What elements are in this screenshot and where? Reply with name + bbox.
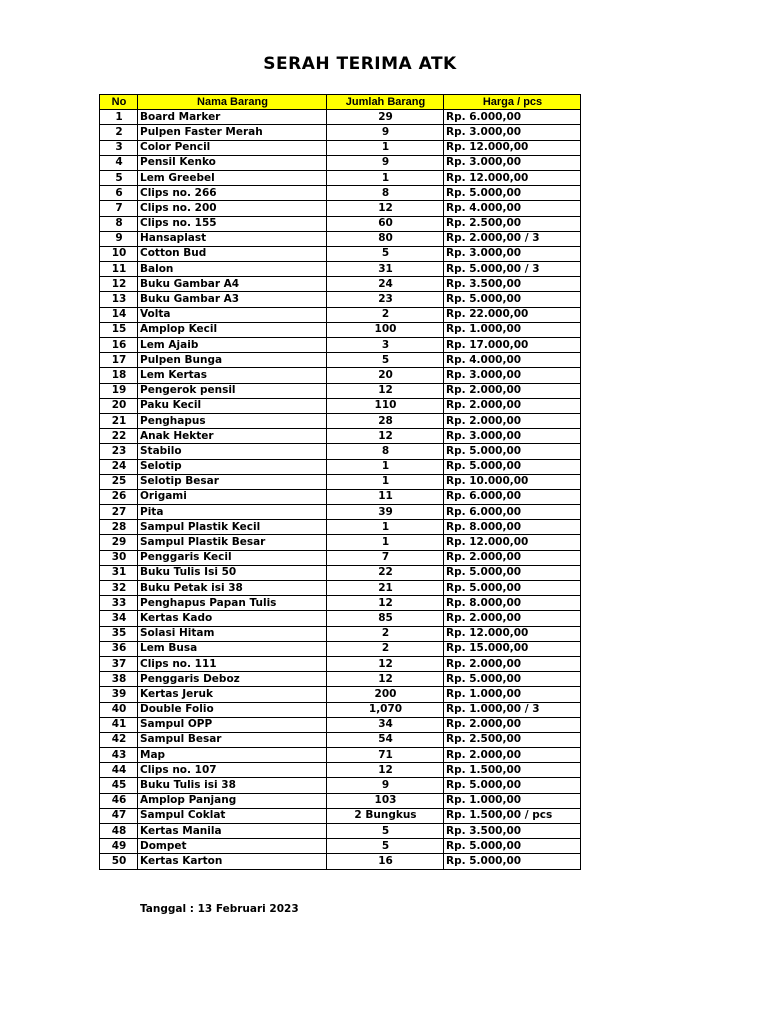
cell-price: Rp. 1.000,00 xyxy=(444,793,581,808)
table-row xyxy=(100,444,581,459)
cell-qty: 5 xyxy=(327,839,444,854)
table-row xyxy=(100,125,581,140)
table-row xyxy=(100,748,581,763)
table-row xyxy=(100,383,581,398)
table-row xyxy=(100,656,581,671)
cell-no: 9 xyxy=(100,231,138,246)
cell-name: Clips no. 266 xyxy=(138,186,327,201)
cell-price: Rp. 1.000,00 / 3 xyxy=(444,702,581,717)
cell-name: Pulpen Faster Merah xyxy=(138,125,327,140)
table-row xyxy=(100,474,581,489)
cell-price: Rp. 3.500,00 xyxy=(444,824,581,839)
header-name: Nama Barang xyxy=(138,95,327,110)
cell-name: Pulpen Bunga xyxy=(138,353,327,368)
table-row xyxy=(100,702,581,717)
cell-name: Anak Hekter xyxy=(138,429,327,444)
cell-qty: 24 xyxy=(327,277,444,292)
cell-qty: 31 xyxy=(327,262,444,277)
cell-price: Rp. 2.500,00 xyxy=(444,216,581,231)
cell-qty: 16 xyxy=(327,854,444,869)
cell-no: 24 xyxy=(100,459,138,474)
cell-name: Kertas Jeruk xyxy=(138,687,327,702)
cell-name: Lem Greebel xyxy=(138,170,327,185)
cell-qty: 9 xyxy=(327,125,444,140)
cell-qty: 85 xyxy=(327,611,444,626)
cell-name: Clips no. 155 xyxy=(138,216,327,231)
cell-price: Rp. 5.000,00 xyxy=(444,672,581,687)
cell-qty: 2 xyxy=(327,307,444,322)
cell-qty: 5 xyxy=(327,246,444,261)
table-row xyxy=(100,307,581,322)
cell-no: 14 xyxy=(100,307,138,322)
cell-name: Lem Busa xyxy=(138,641,327,656)
cell-qty: 5 xyxy=(327,824,444,839)
cell-price: Rp. 6.000,00 xyxy=(444,489,581,504)
table-row xyxy=(100,110,581,125)
cell-name: Pita xyxy=(138,505,327,520)
table-row xyxy=(100,216,581,231)
cell-no: 34 xyxy=(100,611,138,626)
table-row xyxy=(100,186,581,201)
cell-price: Rp. 2.000,00 xyxy=(444,383,581,398)
table-row xyxy=(100,808,581,823)
document-title: SERAH TERIMA ATK xyxy=(263,54,457,74)
table-row xyxy=(100,398,581,413)
cell-qty: 1 xyxy=(327,459,444,474)
table-row xyxy=(100,489,581,504)
cell-price: Rp. 3.000,00 xyxy=(444,246,581,261)
cell-name: Buku Tulis Isi 50 xyxy=(138,565,327,580)
cell-qty: 12 xyxy=(327,201,444,216)
table-row xyxy=(100,353,581,368)
cell-no: 29 xyxy=(100,535,138,550)
table-row xyxy=(100,338,581,353)
cell-no: 20 xyxy=(100,398,138,413)
cell-no: 13 xyxy=(100,292,138,307)
table-row xyxy=(100,839,581,854)
cell-price: Rp. 2.000,00 xyxy=(444,611,581,626)
cell-no: 30 xyxy=(100,550,138,565)
table-header-row xyxy=(100,95,581,110)
cell-price: Rp. 1.000,00 xyxy=(444,687,581,702)
table-row xyxy=(100,368,581,383)
table-row xyxy=(100,170,581,185)
cell-price: Rp. 2.000,00 xyxy=(444,656,581,671)
cell-name: Pensil Kenko xyxy=(138,155,327,170)
table-row xyxy=(100,672,581,687)
cell-qty: 1 xyxy=(327,535,444,550)
cell-no: 48 xyxy=(100,824,138,839)
cell-no: 10 xyxy=(100,246,138,261)
cell-name: Penghapus Papan Tulis xyxy=(138,596,327,611)
cell-qty: 12 xyxy=(327,763,444,778)
cell-price: Rp. 2.500,00 xyxy=(444,732,581,747)
cell-price: Rp. 2.000,00 xyxy=(444,550,581,565)
table-row xyxy=(100,793,581,808)
cell-no: 1 xyxy=(100,110,138,125)
cell-name: Sampul Coklat xyxy=(138,808,327,823)
cell-qty: 80 xyxy=(327,231,444,246)
cell-no: 47 xyxy=(100,808,138,823)
cell-no: 18 xyxy=(100,368,138,383)
cell-qty: 12 xyxy=(327,383,444,398)
cell-qty: 71 xyxy=(327,748,444,763)
cell-qty: 1,070 xyxy=(327,702,444,717)
cell-no: 44 xyxy=(100,763,138,778)
cell-name: Selotip Besar xyxy=(138,474,327,489)
cell-name: Buku Gambar A3 xyxy=(138,292,327,307)
cell-name: Kertas Karton xyxy=(138,854,327,869)
cell-name: Pengerok pensil xyxy=(138,383,327,398)
cell-no: 36 xyxy=(100,641,138,656)
cell-qty: 20 xyxy=(327,368,444,383)
table-row xyxy=(100,565,581,580)
table-row xyxy=(100,429,581,444)
cell-no: 7 xyxy=(100,201,138,216)
cell-qty: 9 xyxy=(327,155,444,170)
cell-qty: 28 xyxy=(327,413,444,428)
cell-price: Rp. 6.000,00 xyxy=(444,110,581,125)
cell-qty: 200 xyxy=(327,687,444,702)
cell-price: Rp. 12.000,00 xyxy=(444,626,581,641)
table-row xyxy=(100,763,581,778)
table-row xyxy=(100,140,581,155)
cell-no: 41 xyxy=(100,717,138,732)
header-price: Harga / pcs xyxy=(444,95,581,110)
cell-price: Rp. 8.000,00 xyxy=(444,520,581,535)
cell-price: Rp. 5.000,00 xyxy=(444,565,581,580)
cell-qty: 8 xyxy=(327,186,444,201)
cell-no: 4 xyxy=(100,155,138,170)
table-row xyxy=(100,581,581,596)
cell-price: Rp. 15.000,00 xyxy=(444,641,581,656)
cell-no: 39 xyxy=(100,687,138,702)
cell-price: Rp. 5.000,00 xyxy=(444,444,581,459)
table-row xyxy=(100,641,581,656)
table-row xyxy=(100,277,581,292)
cell-no: 27 xyxy=(100,505,138,520)
table-row xyxy=(100,413,581,428)
cell-no: 6 xyxy=(100,186,138,201)
cell-name: Amplop Panjang xyxy=(138,793,327,808)
cell-name: Lem Ajaib xyxy=(138,338,327,353)
cell-no: 3 xyxy=(100,140,138,155)
table-row xyxy=(100,246,581,261)
cell-no: 2 xyxy=(100,125,138,140)
table-row xyxy=(100,231,581,246)
cell-price: Rp. 1.000,00 xyxy=(444,322,581,337)
cell-qty: 22 xyxy=(327,565,444,580)
cell-price: Rp. 3.000,00 xyxy=(444,429,581,444)
cell-qty: 39 xyxy=(327,505,444,520)
cell-name: Sampul OPP xyxy=(138,717,327,732)
cell-qty: 12 xyxy=(327,672,444,687)
cell-qty: 12 xyxy=(327,656,444,671)
cell-no: 31 xyxy=(100,565,138,580)
cell-qty: 103 xyxy=(327,793,444,808)
cell-no: 25 xyxy=(100,474,138,489)
cell-name: Map xyxy=(138,748,327,763)
cell-qty: 8 xyxy=(327,444,444,459)
cell-name: Penghapus xyxy=(138,413,327,428)
cell-qty: 3 xyxy=(327,338,444,353)
cell-price: Rp. 3.500,00 xyxy=(444,277,581,292)
cell-no: 28 xyxy=(100,520,138,535)
cell-no: 23 xyxy=(100,444,138,459)
cell-qty: 1 xyxy=(327,520,444,535)
cell-no: 5 xyxy=(100,170,138,185)
header-qty: Jumlah Barang xyxy=(327,95,444,110)
cell-price: Rp. 2.000,00 / 3 xyxy=(444,231,581,246)
table-row xyxy=(100,322,581,337)
table-row xyxy=(100,550,581,565)
cell-qty: 23 xyxy=(327,292,444,307)
cell-price: Rp. 6.000,00 xyxy=(444,505,581,520)
cell-price: Rp. 3.000,00 xyxy=(444,125,581,140)
cell-price: Rp. 5.000,00 xyxy=(444,854,581,869)
cell-price: Rp. 3.000,00 xyxy=(444,368,581,383)
table-row xyxy=(100,292,581,307)
cell-name: Selotip xyxy=(138,459,327,474)
cell-no: 21 xyxy=(100,413,138,428)
cell-name: Lem Kertas xyxy=(138,368,327,383)
table-row xyxy=(100,155,581,170)
cell-name: Clips no. 200 xyxy=(138,201,327,216)
cell-price: Rp. 5.000,00 xyxy=(444,186,581,201)
cell-price: Rp. 5.000,00 xyxy=(444,292,581,307)
cell-price: Rp. 2.000,00 xyxy=(444,717,581,732)
cell-no: 45 xyxy=(100,778,138,793)
cell-name: Sampul Besar xyxy=(138,732,327,747)
cell-name: Amplop Kecil xyxy=(138,322,327,337)
cell-price: Rp. 12.000,00 xyxy=(444,535,581,550)
cell-qty: 1 xyxy=(327,474,444,489)
table-row xyxy=(100,596,581,611)
cell-name: Board Marker xyxy=(138,110,327,125)
cell-name: Stabilo xyxy=(138,444,327,459)
atk-table xyxy=(99,94,581,870)
cell-name: Kertas Manila xyxy=(138,824,327,839)
cell-price: Rp. 12.000,00 xyxy=(444,170,581,185)
cell-no: 33 xyxy=(100,596,138,611)
cell-qty: 60 xyxy=(327,216,444,231)
cell-name: Kertas Kado xyxy=(138,611,327,626)
cell-price: Rp. 1.500,00 xyxy=(444,763,581,778)
cell-name: Buku Petak isi 38 xyxy=(138,581,327,596)
cell-qty: 54 xyxy=(327,732,444,747)
cell-price: Rp. 4.000,00 xyxy=(444,353,581,368)
cell-price: Rp. 5.000,00 / 3 xyxy=(444,262,581,277)
cell-qty: 34 xyxy=(327,717,444,732)
cell-name: Dompet xyxy=(138,839,327,854)
cell-no: 37 xyxy=(100,656,138,671)
header-no: No xyxy=(100,95,138,110)
table-row xyxy=(100,505,581,520)
cell-qty: 12 xyxy=(327,596,444,611)
cell-no: 15 xyxy=(100,322,138,337)
cell-no: 16 xyxy=(100,338,138,353)
table-row xyxy=(100,611,581,626)
cell-no: 35 xyxy=(100,626,138,641)
cell-qty: 12 xyxy=(327,429,444,444)
cell-name: Penggaris Deboz xyxy=(138,672,327,687)
cell-name: Hansaplast xyxy=(138,231,327,246)
cell-no: 40 xyxy=(100,702,138,717)
cell-no: 42 xyxy=(100,732,138,747)
table-row xyxy=(100,262,581,277)
cell-name: Paku Kecil xyxy=(138,398,327,413)
cell-qty: 5 xyxy=(327,353,444,368)
cell-price: Rp. 2.000,00 xyxy=(444,748,581,763)
cell-qty: 2 xyxy=(327,626,444,641)
cell-no: 49 xyxy=(100,839,138,854)
cell-no: 8 xyxy=(100,216,138,231)
cell-name: Clips no. 111 xyxy=(138,656,327,671)
cell-price: Rp. 5.000,00 xyxy=(444,839,581,854)
cell-qty: 100 xyxy=(327,322,444,337)
date-line: Tanggal : 13 Februari 2023 xyxy=(140,903,299,915)
cell-price: Rp. 5.000,00 xyxy=(444,581,581,596)
table-row xyxy=(100,535,581,550)
cell-no: 22 xyxy=(100,429,138,444)
cell-no: 46 xyxy=(100,793,138,808)
cell-no: 38 xyxy=(100,672,138,687)
cell-name: Penggaris Kecil xyxy=(138,550,327,565)
cell-no: 12 xyxy=(100,277,138,292)
cell-no: 11 xyxy=(100,262,138,277)
cell-qty: 1 xyxy=(327,170,444,185)
cell-price: Rp. 10.000,00 xyxy=(444,474,581,489)
cell-no: 43 xyxy=(100,748,138,763)
cell-name: Buku Tulis isi 38 xyxy=(138,778,327,793)
cell-name: Cotton Bud xyxy=(138,246,327,261)
table-row xyxy=(100,778,581,793)
cell-no: 17 xyxy=(100,353,138,368)
cell-price: Rp. 17.000,00 xyxy=(444,338,581,353)
cell-name: Origami xyxy=(138,489,327,504)
cell-price: Rp. 2.000,00 xyxy=(444,398,581,413)
cell-qty: 2 Bungkus xyxy=(327,808,444,823)
cell-qty: 11 xyxy=(327,489,444,504)
cell-no: 26 xyxy=(100,489,138,504)
cell-name: Sampul Plastik Kecil xyxy=(138,520,327,535)
cell-price: Rp. 1.500,00 / pcs xyxy=(444,808,581,823)
cell-price: Rp. 12.000,00 xyxy=(444,140,581,155)
table-row xyxy=(100,732,581,747)
cell-qty: 1 xyxy=(327,140,444,155)
table-row xyxy=(100,520,581,535)
cell-price: Rp. 3.000,00 xyxy=(444,155,581,170)
cell-qty: 29 xyxy=(327,110,444,125)
cell-name: Balon xyxy=(138,262,327,277)
cell-price: Rp. 2.000,00 xyxy=(444,413,581,428)
cell-name: Buku Gambar A4 xyxy=(138,277,327,292)
cell-qty: 9 xyxy=(327,778,444,793)
table-row xyxy=(100,459,581,474)
cell-qty: 7 xyxy=(327,550,444,565)
table-row xyxy=(100,824,581,839)
cell-price: Rp. 8.000,00 xyxy=(444,596,581,611)
cell-qty: 21 xyxy=(327,581,444,596)
cell-name: Solasi Hitam xyxy=(138,626,327,641)
table-body xyxy=(100,110,581,869)
cell-price: Rp. 4.000,00 xyxy=(444,201,581,216)
cell-price: Rp. 22.000,00 xyxy=(444,307,581,322)
cell-no: 32 xyxy=(100,581,138,596)
cell-qty: 110 xyxy=(327,398,444,413)
table-row xyxy=(100,854,581,869)
table-row xyxy=(100,626,581,641)
cell-price: Rp. 5.000,00 xyxy=(444,778,581,793)
cell-name: Sampul Plastik Besar xyxy=(138,535,327,550)
cell-name: Double Folio xyxy=(138,702,327,717)
table-row xyxy=(100,687,581,702)
table-row xyxy=(100,201,581,216)
cell-no: 19 xyxy=(100,383,138,398)
cell-name: Volta xyxy=(138,307,327,322)
cell-qty: 2 xyxy=(327,641,444,656)
cell-no: 50 xyxy=(100,854,138,869)
cell-name: Clips no. 107 xyxy=(138,763,327,778)
table-row xyxy=(100,717,581,732)
cell-price: Rp. 5.000,00 xyxy=(444,459,581,474)
cell-name: Color Pencil xyxy=(138,140,327,155)
